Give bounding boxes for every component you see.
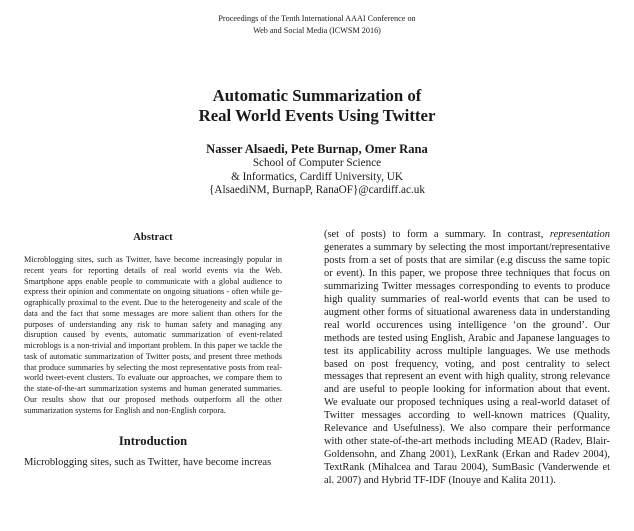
affiliation-line-1: School of Computer Science [252,157,382,169]
author-names: Nasser Alsaedi, Pete Burnap, Omer Rana [206,142,428,156]
affiliation-line-2: & Informatics, Cardiff University, UK [231,170,403,183]
intro-italic-term: representation [549,229,610,240]
left-column [24,232,282,469]
paper-title-line-1: Automatic Summarization of [212,86,422,105]
abstract-heading: Abstract [133,232,173,243]
paper-title-line-2: Real World Events Using Twitter [198,106,436,125]
introduction-first-line: Microblogging sites, such as Twitter, have become increas [24,457,272,469]
introduction-continued-text [324,229,610,488]
intro-text-part-2: generates a summary by selecting the most important/representative posts from a set of posts that are similar (e.g discuss the same topic or event). In this paper, we propose three techniques that focus on summarizing Twitter messages corresponding to events to produce high quality summaries of real-world events that can be used to augment other forms of situational awareness data in understanding real world occurences using intelligence ‘on the ground’. Our methods are tested using English, Arabic and Japanese languages to test its applicability across multiple languages. We use methods based on post frequency, voting, and post centrality to select messages that represent an event with high quality, strong relevance and are useful to people looking for information about that event. We evaluate our proposed techniques using a real-world dataset of Twitter messages according to well-known matrices (Quality, Relevance and Usefulness). We also compare their performance with other state-of-the-art methods including MEAD (Radev, Blair-Goldensohn, and Zhang 2001), LexRank (Erkan and Radev 2004), TextRank (Mihalcea and Tarau 2004), SumBasic (Vanderwende et al. 2007) and Hybrid TF-IDF (Inouye and Kalita 2011). [324,241,610,487]
author-block [0,141,634,198]
introduction-heading: Introduction [118,434,188,449]
proceedings-header [0,13,634,37]
intro-text-part-1: (set of posts) to form a summary. In contrast, [324,229,550,240]
proceedings-line-2: Web and Social Media (ICWSM 2016) [253,26,381,35]
right-column [324,229,610,488]
author-emails: {AlsaediNM, BurnapP, RanaOF}@cardiff.ac.uk [209,184,425,197]
abstract-text: Microblogging sites, such as Twitter, have become increasingly popular in recent years for reporting details of real world events via the Web. Smartphone apps enable people to communicate with a global audience to express their opinion and commentate on ongoing situations - often while geographically proximal to the event. Due to the heterogeneity and scale of the data and the fact that some messages are more salient than others for the purposes of understanding any risk to human safety and managing any disruption caused by events, automatic summarization of event-related microblogs is a non-trivial and important problem. In this paper we tackle the task of automatic summarization of Twitter posts, and present three methods that produce summaries by selecting the most representative posts from real-world tweet-event clusters. To evaluate our approaches, we compare them to the state-of-the-art summarization systems and human generated summaries. Our results show that our proposed methods outperform all the other summarization systems for English and non-English corpora. [24,255,282,415]
paper-title [0,86,634,126]
proceedings-line-1: Proceedings of the Tenth International AAAI Conference on [218,14,416,23]
